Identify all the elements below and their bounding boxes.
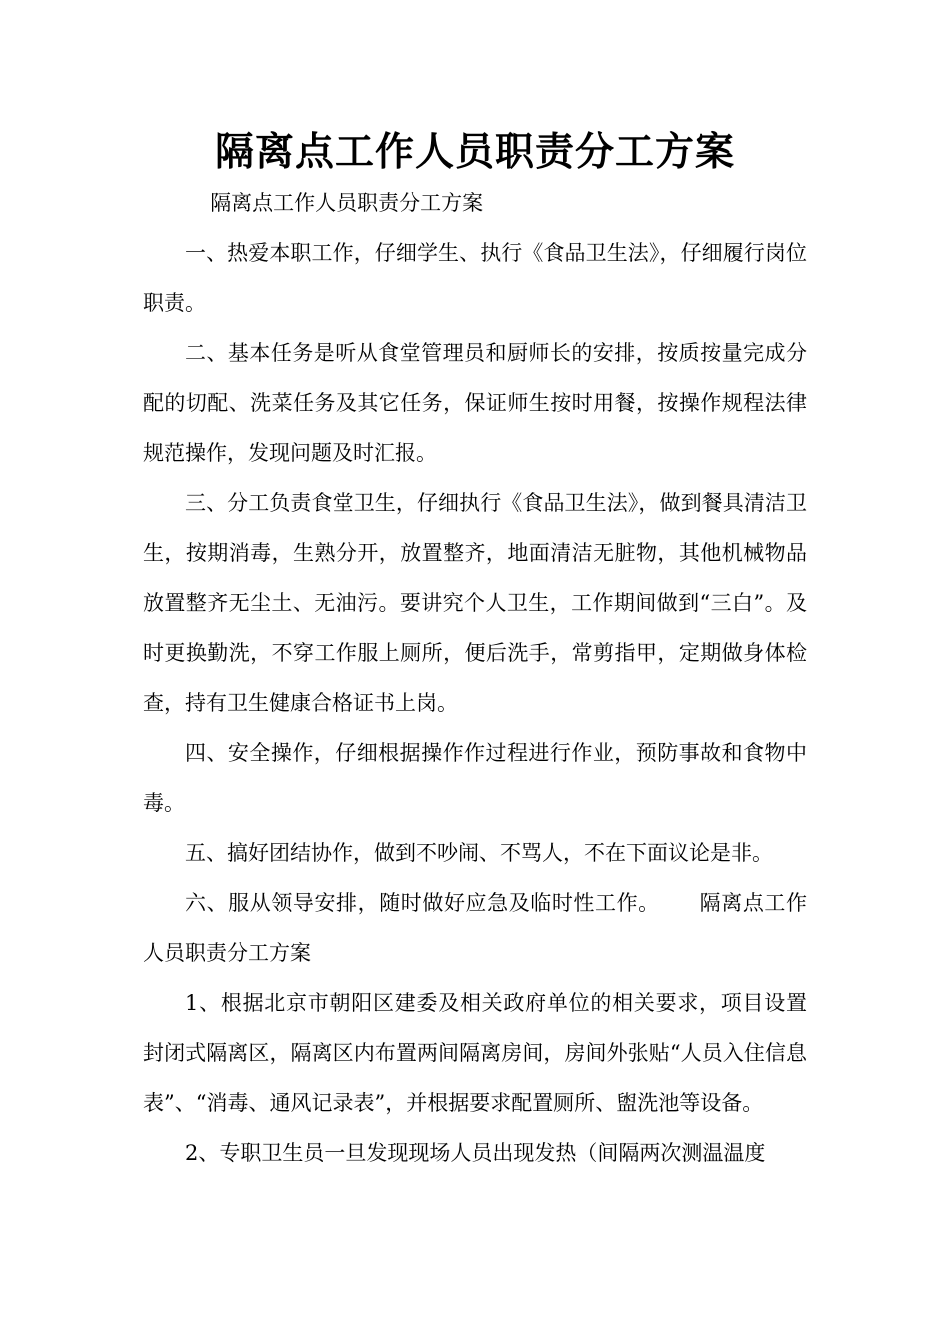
paragraph-4: 四、安全操作，仔细根据操作作过程进行作业，预防事故和食物中毒。: [143, 741, 807, 815]
paragraph-5: 五、搞好团结协作，做到不吵闹、不骂人，不在下面议论是非。: [185, 841, 773, 865]
paragraph-6: 六、服从领导安排，随时做好应急及临时性工作。 隔离点工作人员职责分工方案: [143, 891, 807, 965]
paragraph-1: 一、热爱本职工作，仔细学生、执行《食品卫生法》，仔细履行岗位职责。: [143, 241, 807, 315]
document-body: [143, 178, 807, 1178]
paragraph-8: 2、专职卫生员一旦发现现场人员出现发热（间隔两次测温温度: [185, 1141, 766, 1165]
paragraph-3: 三、分工负责食堂卫生，仔细执行《食品卫生法》，做到餐具清洁卫生，按期消毒，生熟分开，放置整齐，地面清洁无脏物，其他机械物品放置整齐无尘土、无油污。要讲究个人卫生，工作期间做到“三白”。及时更换勤洗，不穿工作服上厕所，便后洗手，常剪指甲，定期做身体检查，持有卫生健康合格证书上岗。: [143, 491, 807, 715]
document-title: 隔离点工作人员职责分工方案: [214, 130, 735, 175]
paragraph-2: 二、基本任务是听从食堂管理员和厨师长的安排，按质按量完成分配的切配、洗菜任务及其它任务，保证师生按时用餐，按操作规程法律规范操作，发现问题及时汇报。: [143, 341, 807, 465]
document-subtitle: 隔离点工作人员职责分工方案: [210, 191, 484, 215]
paragraph-7: 1、根据北京市朝阳区建委及相关政府单位的相关要求，项目设置封闭式隔离区，隔离区内布置两间隔离房间，房间外张贴“人员入住信息表”、“消毒、通风记录表”，并根据要求配置厕所、盥洗池等设备。: [143, 991, 807, 1115]
